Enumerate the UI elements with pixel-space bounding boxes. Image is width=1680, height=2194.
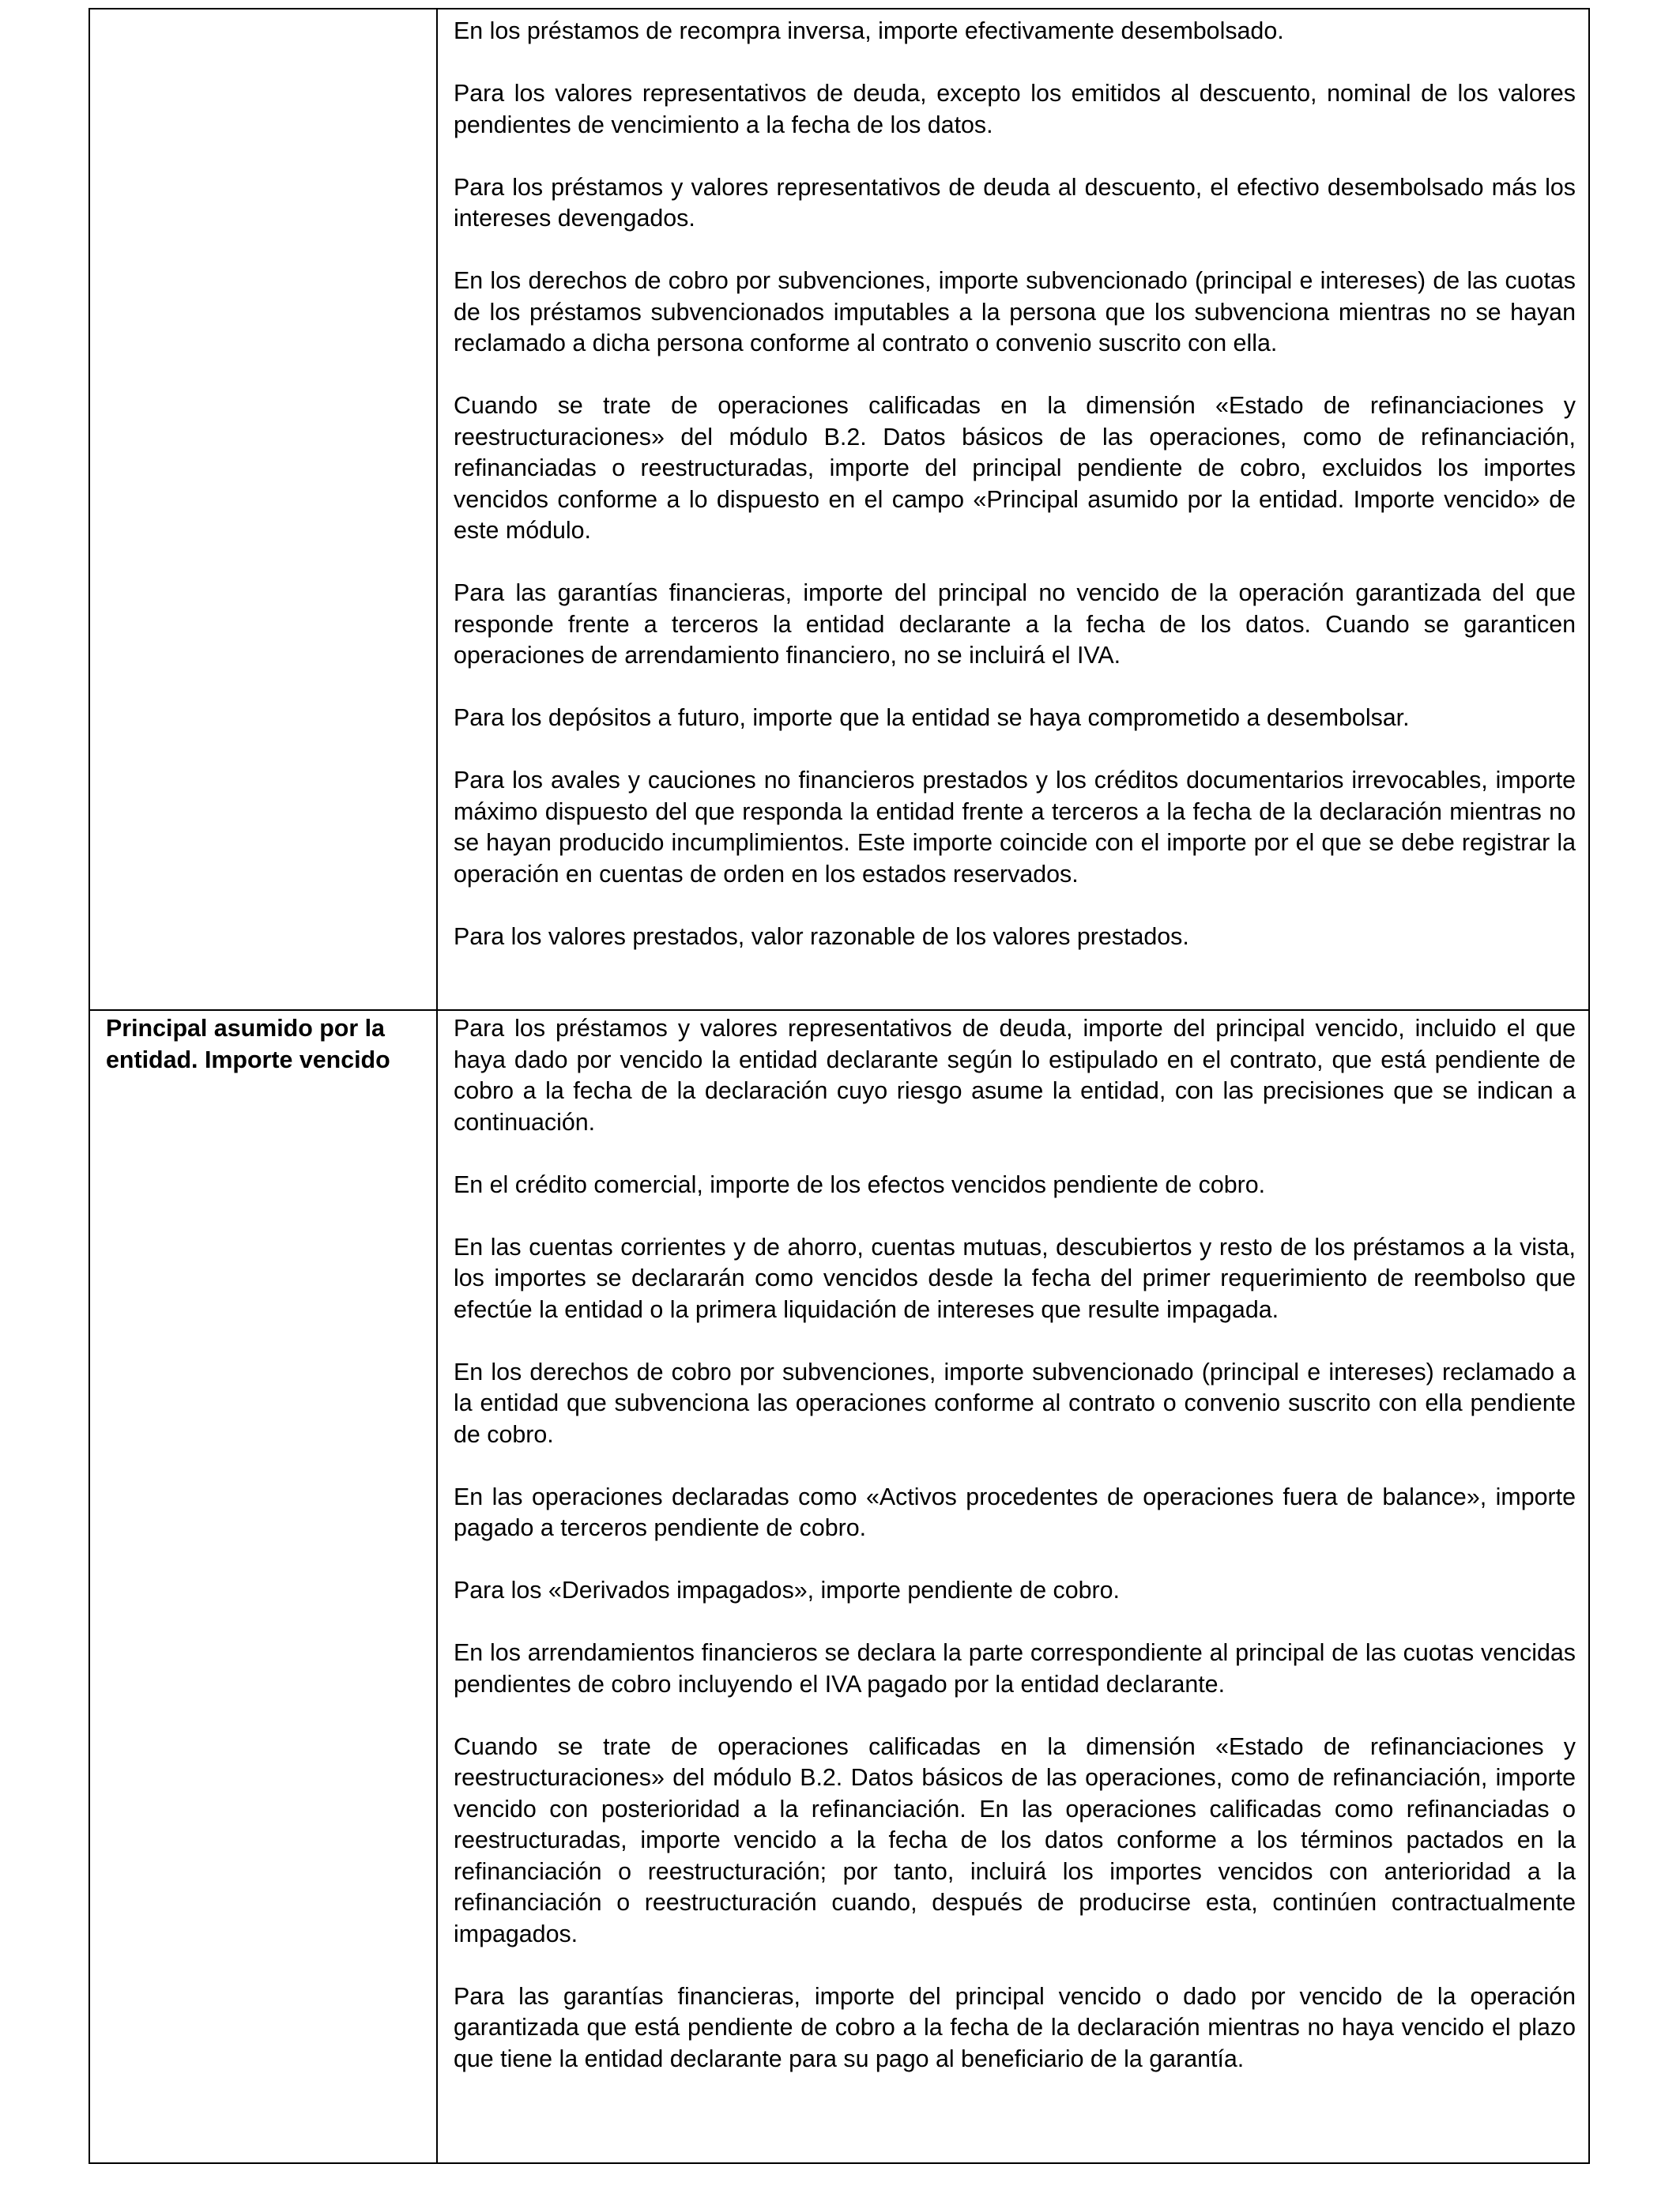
row1-description-cell bbox=[454, 16, 1576, 952]
row2-paragraph: En los arrendamientos financieros se declara la parte correspondiente al principal de las cuotas vencidas pendientes de cobro incluyendo el IVA pagado por la entidad declarante. bbox=[454, 1639, 1576, 1698]
row1-paragraph: Para los valores prestados, valor razonable de los valores prestados. bbox=[454, 922, 1189, 950]
row1-paragraph: Para los préstamos y valores representativos de deuda al descuento, el efectivo desembolsado más los intereses devengados. bbox=[454, 173, 1576, 232]
row1-paragraph: Para los valores representativos de deuda, excepto los emitidos al descuento, nominal de los valores pendientes de vencimiento a la fecha de los datos. bbox=[454, 80, 1576, 138]
row1-paragraph: En los préstamos de recompra inversa, importe efectivamente desembolsado. bbox=[454, 17, 1284, 44]
row2-paragraph: En los derechos de cobro por subvenciones, importe subvencionado (principal e intereses) reclamado a la entidad que subvenciona las operaciones conforme al contrato o convenio suscrito con ella pendiente de cobro. bbox=[454, 1358, 1576, 1448]
definitions-table bbox=[89, 8, 1590, 2164]
row2-paragraph: Para las garantías financieras, importe del principal vencido o dado por vencido de la operación garantizada que está pendiente de cobro a la fecha de la declaración mientras no haya vencido el plazo que tiene la entidad declarante para su pago al beneficiario de la garantía. bbox=[454, 1982, 1576, 2072]
row-divider bbox=[90, 1009, 1588, 1011]
row2-paragraph: En las operaciones declaradas como «Activos procedentes de operaciones fuera de balance», importe pagado a terceros pendiente de cobro. bbox=[454, 1483, 1576, 1541]
row1-paragraph: Para los avales y cauciones no financieros prestados y los créditos documentarios irrevocables, importe máximo dispuesto del que responda la entidad frente a terceros a la fecha de la declaración mientras no se hayan producido incumplimientos. Este importe coincide con el importe por el que se debe registrar la operación en cuentas de orden en los estados reservados. bbox=[454, 767, 1576, 888]
row1-paragraph: En los derechos de cobro por subvenciones, importe subvencionado (principal e intereses) de las cuotas de los préstamos subvencionados imputables a la persona que los subvenciona mientras no se hayan reclamado a dicha persona conforme al contrato o convenio suscrito con ella. bbox=[454, 267, 1576, 356]
row2-field-label: Principal asumido por la entidad. Importe vencido bbox=[106, 1015, 390, 1073]
row2-paragraph: En el crédito comercial, importe de los efectos vencidos pendiente de cobro. bbox=[454, 1171, 1266, 1198]
row1-paragraph: Para las garantías financieras, importe del principal no vencido de la operación garantizada del que responde frente a terceros la entidad declarante a la fecha de los datos. Cuando se garanticen operaciones de arrendamiento financiero, no se incluirá el IVA. bbox=[454, 579, 1576, 669]
row2-paragraph: Para los préstamos y valores representativos de deuda, importe del principal vencido, incluido el que haya dado por vencido la entidad declarante según lo estipulado en el contrato, que está pendiente de cobro a la fecha de la declaración cuyo riesgo asume la entidad, con las precisiones que se indican a continuación. bbox=[454, 1015, 1576, 1136]
column-divider bbox=[436, 9, 438, 2162]
row2-paragraph: Para los «Derivados impagados», importe pendiente de cobro. bbox=[454, 1577, 1120, 1604]
row1-paragraph: Para los depósitos a futuro, importe que la entidad se haya comprometido a desembolsar. bbox=[454, 704, 1410, 731]
row2-paragraph: En las cuentas corrientes y de ahorro, cuentas mutuas, descubiertos y resto de los préstamos a la vista, los importes se declararán como vencidos desde la fecha del primer requerimiento de reembolso que efectúe la entidad o la primera liquidación de intereses que resulte impagada. bbox=[454, 1233, 1576, 1323]
row2-description-cell bbox=[454, 1013, 1576, 2075]
row1-paragraph: Cuando se trate de operaciones calificadas en la dimensión «Estado de refinanciaciones y reestructuraciones» del módulo B.2. Datos básicos de las operaciones, como de refinanciación, refinanciadas o reestructuradas, importe del principal pendiente de cobro, excluidos los importes vencidos conforme a lo dispuesto en el campo «Principal asumido por la entidad. Importe vencido» de este módulo. bbox=[454, 392, 1576, 544]
row2-paragraph: Cuando se trate de operaciones calificadas en la dimensión «Estado de refinanciaciones y reestructuraciones» del módulo B.2. Datos básicos de las operaciones, como de refinanciación, importe vencido con posterioridad a la refinanciación. En las operaciones calificadas como refinanciadas o reestructuradas, importe vencido a la fecha de los datos conforme a los términos pactados en la refinanciación o reestructuración; por tanto, incluirá los importes vencidos con anterioridad a la refinanciación o reestructuración cuando, después de producirse esta, continúen contractualmente impagados. bbox=[454, 1732, 1576, 1947]
